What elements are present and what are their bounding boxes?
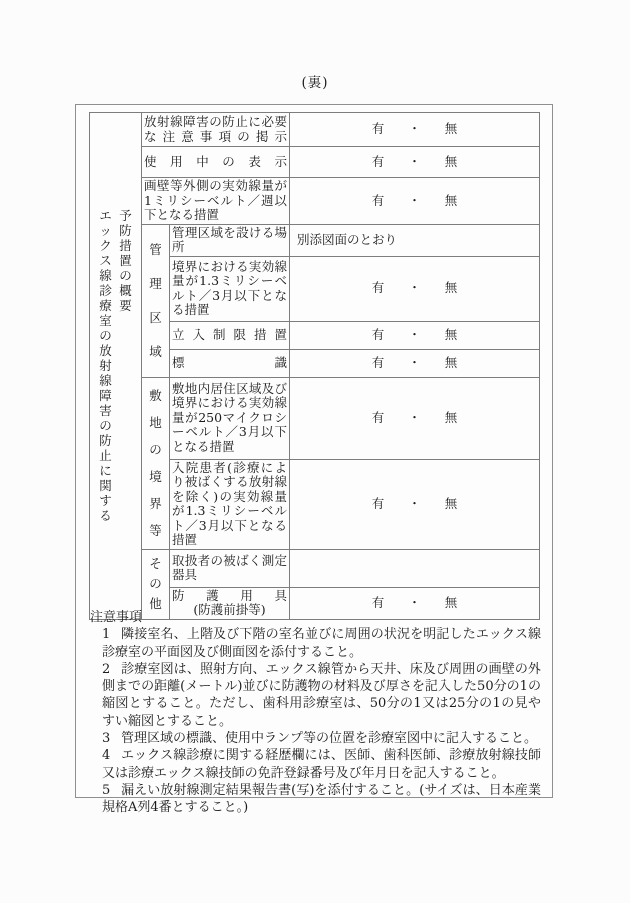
row-label-signage: 標識	[170, 349, 290, 377]
note-text: 隣接室名、上階及び下階の室名並びに周囲の状況を明記したエックス線診療室の平面図及び側面図を添付すること。	[102, 627, 541, 660]
row-value-yes-no: 有 ・ 無	[290, 349, 540, 377]
note-item-1	[89, 626, 541, 661]
row-value-yes-no: 有 ・ 無	[290, 459, 540, 549]
note-text: 診療室図は、照射方向、エックス線管から天井、床及び周囲の画壁の外側までの距離(メートル)並びに防護物の材料及び厚さを記入した50分の1の縮図とすること。ただし、歯科用診療室は、50分の1又は25分の1の見やすい縮図とすること。	[102, 661, 541, 729]
row-label-notice-posting: 放射線障害の防止に必要な注意事項の掲示	[142, 113, 290, 147]
group-label-controlled-area: 管理区域	[149, 241, 162, 359]
note-number: 2	[102, 661, 111, 677]
group-label-site-boundary-cell	[142, 377, 170, 549]
table-row	[90, 224, 540, 256]
row-label-dosimeter: 取扱者の被ばく測定器具	[170, 549, 290, 587]
row-value-empty	[290, 549, 540, 587]
form-outer-border	[75, 104, 553, 816]
note-item-3	[89, 730, 541, 747]
row-label-entry-restriction: 立入制限措置	[170, 321, 290, 349]
table-row	[90, 178, 540, 225]
protective-equipment-line1: 防護用具	[172, 587, 288, 603]
note-text: 漏えい放射線測定結果報告書(写)を添付すること。(サイズは、日本産業規格A列4番とすること。)	[102, 782, 541, 816]
notes-section	[89, 609, 541, 817]
row-label-controlled-area-location: 管理区域を設ける場所	[170, 224, 290, 256]
note-number: 3	[102, 731, 111, 747]
page-side-label: (裏)	[301, 75, 329, 91]
note-number: 1	[102, 627, 111, 643]
side-vertical-title	[92, 208, 139, 523]
protective-equipment-line2: (防護前掛等)	[193, 602, 266, 617]
row-value-yes-no: 有 ・ 無	[290, 256, 540, 321]
row-label-in-use-indicator: 使用中の表示	[142, 147, 290, 178]
row-value-yes-no: 有 ・ 無	[290, 587, 540, 619]
group-label-site-boundary: 敷地の境界等	[149, 388, 162, 538]
group-label-others: その他	[149, 556, 162, 611]
row-label-wall-dose-limit: 画壁等外側の実効線量が1ミリシーベルト／週以下となる措置	[142, 178, 290, 225]
row-label-boundary-dose-limit: 境界における実効線量が1.3ミリシーベルト／3月以下となる措置	[170, 256, 290, 321]
row-value-yes-no: 有 ・ 無	[290, 113, 540, 147]
note-item-2	[89, 661, 541, 730]
note-text: エックス線診療に関する経歴欄には、医師、歯科医師、診療放射線技師又は診療エックス線技師の免許登録番号及び年月日を記入すること。	[102, 748, 541, 781]
table-row	[90, 549, 540, 587]
prevention-measures-table	[89, 112, 540, 620]
row-value-yes-no: 有 ・ 無	[290, 178, 540, 225]
row-value-attached-drawing: 別添図面のとおり	[290, 224, 540, 256]
note-text: 管理区域の標識、使用中ランプ等の位置を診療室図中に記入すること。	[121, 731, 538, 747]
row-label-residential-area-dose-limit: 敷地内居住区域及び境界における実効線量が250マイクロシーベルト／3月以下となる措置	[170, 377, 290, 459]
row-value-yes-no: 有 ・ 無	[290, 321, 540, 349]
side-vertical-title-cell	[90, 113, 142, 620]
table-row	[90, 377, 540, 459]
row-value-yes-no: 有 ・ 無	[290, 147, 540, 178]
row-label-inpatient-dose-limit: 入院患者(診療により被ばくする放射線を除く)の実効線量が1.3ミリシーベルト／3月以下となる措置	[170, 459, 290, 549]
side-title-line-left: エックス線診療室の放射線障害の防止に関する	[99, 208, 112, 524]
note-number: 4	[102, 748, 111, 764]
group-label-controlled-area-cell	[142, 224, 170, 377]
row-value-yes-no: 有 ・ 無	[290, 377, 540, 459]
note-number: 5	[102, 782, 111, 798]
note-item-5	[89, 782, 541, 817]
note-item-4	[89, 747, 541, 782]
table-row	[90, 113, 540, 147]
side-title-line-right: 予防措置の概要	[119, 208, 132, 314]
notes-title: 注意事項	[90, 610, 143, 625]
table-row	[90, 147, 540, 178]
